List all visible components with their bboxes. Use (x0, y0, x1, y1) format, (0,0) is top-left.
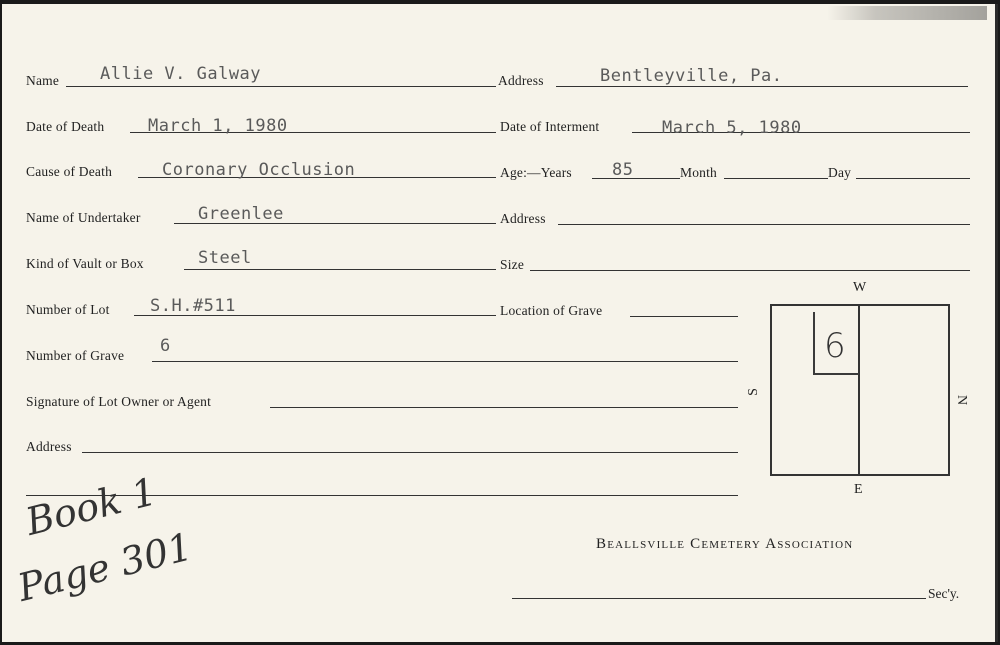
age-month-label: Month (680, 165, 718, 180)
age-years-line (592, 178, 680, 179)
handwritten-page-note: Page 301 (13, 524, 197, 610)
address-value: Bentleyville, Pa. (600, 66, 783, 86)
interment-record-card (2, 4, 998, 642)
cause-of-death-label: Cause of Death (26, 164, 113, 179)
age-day-label: Day (828, 165, 852, 180)
age-years-value: 85 (612, 160, 634, 180)
compass-north: N (954, 394, 970, 406)
undertaker-address-line (558, 224, 970, 225)
grave-number-line (152, 361, 738, 362)
compass-east: E (854, 482, 863, 497)
owner-address-label: Address (26, 439, 72, 454)
lot-number-label: Number of Lot (26, 302, 110, 317)
age-month-line (724, 178, 828, 179)
date-of-death-label: Date of Death (26, 119, 105, 134)
card-edge-wear (827, 6, 987, 20)
undertaker-label: Name of Undertaker (26, 210, 141, 225)
age-years-label: Age:—Years (500, 165, 572, 180)
undertaker-value: Greenlee (198, 204, 284, 224)
size-line (530, 270, 970, 271)
name-label: Name (26, 73, 60, 88)
vault-value: Steel (198, 248, 252, 268)
vault-line (184, 269, 496, 270)
name-value: Allie V. Galway (100, 64, 262, 84)
size-label: Size (500, 257, 525, 272)
grave-map-number: 6 (824, 326, 846, 366)
date-of-interment-label: Date of Interment (500, 119, 600, 134)
address-label: Address (498, 73, 544, 88)
date-of-interment-value: March 5, 1980 (662, 118, 802, 138)
handwritten-book-note: Book 1 (21, 469, 162, 544)
location-of-grave-line (630, 316, 738, 317)
age-day-line (856, 178, 970, 179)
secretary-signature-line (512, 598, 926, 599)
signature-line (270, 407, 738, 408)
grave-number-value: 6 (160, 336, 171, 356)
compass-south: S (745, 388, 761, 396)
compass-west: W (853, 280, 867, 295)
lot-number-value: S.H.#511 (150, 296, 236, 316)
secretary-label: Sec'y. (928, 586, 960, 601)
association-name: Beallsville Cemetery Association (596, 536, 854, 552)
undertaker-address-label: Address (500, 211, 546, 226)
name-line (66, 86, 496, 87)
date-of-death-value: March 1, 1980 (148, 116, 288, 136)
vault-label: Kind of Vault or Box (26, 256, 144, 271)
location-of-grave-label: Location of Grave (500, 303, 603, 318)
cause-of-death-value: Coronary Occlusion (162, 160, 356, 180)
owner-address-line (82, 452, 738, 453)
signature-label: Signature of Lot Owner or Agent (26, 394, 212, 409)
grave-location-diagram (770, 304, 952, 478)
grave-number-label: Number of Grave (26, 348, 125, 363)
address-line (556, 86, 968, 87)
